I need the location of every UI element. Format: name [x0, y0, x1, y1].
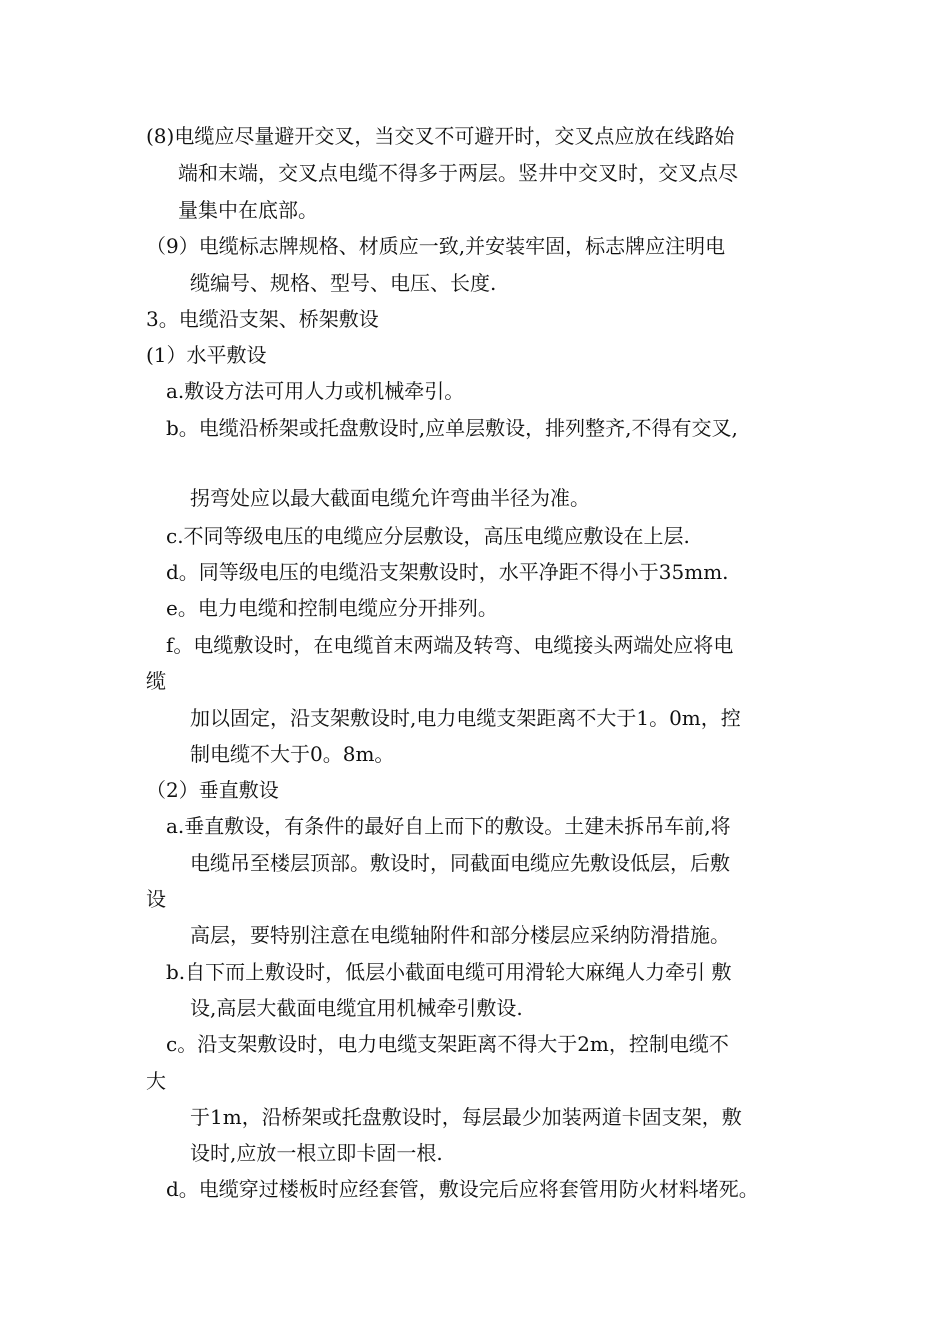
text-line: d。同等级电压的电缆沿支架敷设时，水平净距不得小于35mm.: [166, 560, 729, 584]
text-line: b.自下而上敷设时，低层小截面电缆可用滑轮大麻绳人力牵引 敷: [166, 960, 732, 984]
text-line: a.敷设方法可用人力或机械牵引。: [166, 379, 465, 403]
text-line: 量集中在底部。: [178, 198, 318, 222]
text-line: e。电力电缆和控制电缆应分开排列。: [166, 596, 498, 620]
text-line: c.不同等级电压的电缆应分层敷设，高压电缆应敷设在上层.: [166, 524, 690, 548]
subsection-heading: （2）垂直敷设: [146, 778, 279, 802]
text-line: 设: [146, 887, 166, 911]
text-line: 大: [146, 1069, 166, 1093]
text-line: 缆: [146, 669, 166, 693]
text-line: f。电缆敷设时，在电缆首末两端及转弯、电缆接头两端处应将电: [166, 633, 734, 657]
text-line: 拐弯处应以最大截面电缆允许弯曲半径为准。: [190, 486, 590, 510]
text-line: 加以固定，沿支架敷设时,电力电缆支架距离不大于1。0m，控: [190, 706, 741, 730]
section-heading: 3。电缆沿支架、桥架敷设: [146, 307, 379, 331]
text-line: （9）电缆标志牌规格、材质应一致,并安装牢固，标志牌应注明电: [146, 234, 726, 258]
text-line: 端和末端，交叉点电缆不得多于两层。竖井中交叉时，交叉点尽: [178, 161, 738, 185]
text-line: a.垂直敷设，有条件的最好自上而下的敷设。土建未拆吊车前,将: [166, 814, 731, 838]
text-line: d。电缆穿过楼板时应经套管，敷设完后应将套管用防火材料堵死。: [166, 1177, 759, 1201]
text-line: 制电缆不大于0。8m。: [190, 742, 395, 766]
text-line: 高层，要特别注意在电缆轴附件和部分楼层应采纳防滑措施。: [190, 923, 730, 947]
subsection-heading: (1）水平敷设: [146, 343, 267, 367]
text-line: 设时,应放一根立即卡固一根.: [190, 1141, 443, 1165]
text-line: 缆编号、规格、型号、电压、长度.: [190, 271, 497, 295]
text-line: 于1m，沿桥架或托盘敷设时，每层最少加装两道卡固支架，敷: [190, 1105, 742, 1129]
text-line: 电缆吊至楼层顶部。敷设时，同截面电缆应先敷设低层，后敷: [190, 851, 730, 875]
text-line: 设,高层大截面电缆宜用机械牵引敷设.: [190, 996, 523, 1020]
text-line: b。电缆沿桥架或托盘敷设时,应单层敷设，排列整齐,不得有交叉,: [166, 416, 738, 440]
text-line: c。沿支架敷设时，电力电缆支架距离不得大于2m，控制电缆不: [166, 1032, 729, 1056]
text-line: (8)电缆应尽量避开交叉，当交叉不可避开时，交叉点应放在线路始: [146, 124, 735, 148]
